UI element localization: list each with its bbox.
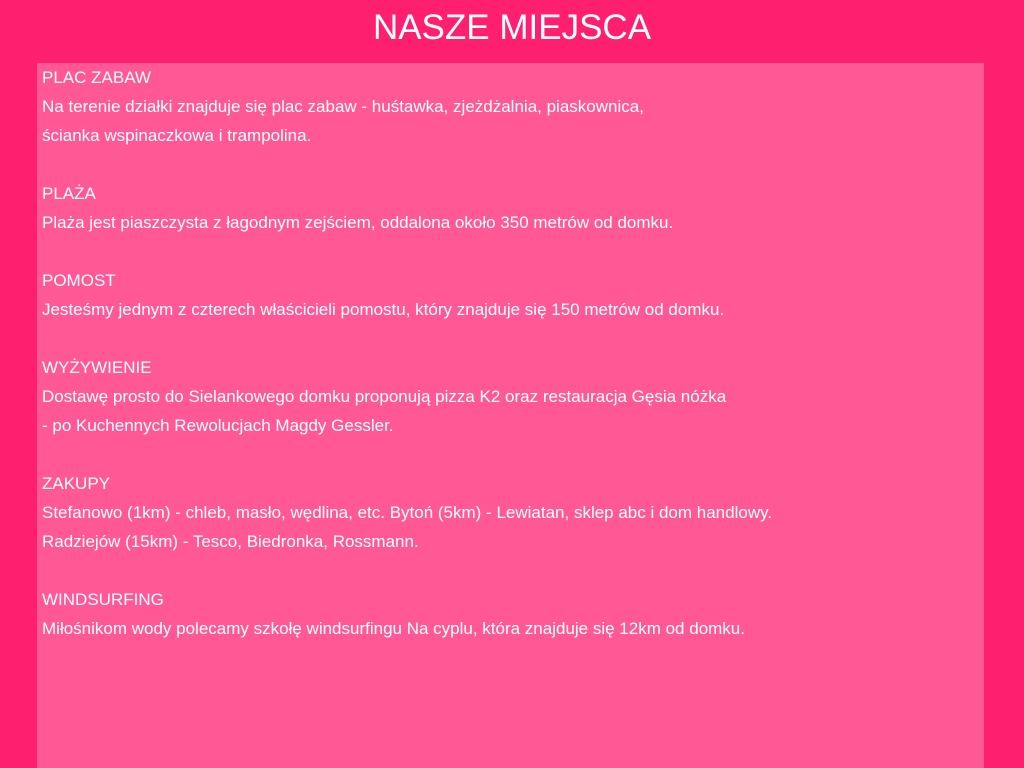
section-text-line: Jesteśmy jednym z czterech właścicieli pomostu, który znajduje się 150 metrów od domku. <box>42 300 725 319</box>
section-text-line: Stefanowo (1km) - chleb, masło, wędlina, etc. Bytoń (5km) - Lewiatan, sklep abc i dom handlowy. <box>42 503 773 522</box>
section-heading: ZAKUPY <box>42 474 111 493</box>
section-heading: PLAŻA <box>42 184 96 203</box>
section-text-line: - po Kuchennych Rewolucjach Magdy Gessler. <box>42 416 394 435</box>
section-plaza <box>42 179 984 237</box>
section-heading: WINDSURFING <box>42 590 164 609</box>
section-zakupy <box>42 469 984 556</box>
section-text-line: ścianka wspinaczkowa i trampolina. <box>42 126 312 145</box>
section-heading: WYŻYWIENIE <box>42 358 152 377</box>
section-text-line: Dostawę prosto do Sielankowego domku proponują pizza K2 oraz restauracja Gęsia nóżka <box>42 387 727 406</box>
section-heading: POMOST <box>42 271 116 290</box>
section-pomost <box>42 266 984 324</box>
section-text-line: Miłośnikom wody polecamy szkołę windsurfingu Na cyplu, która znajduje się 12km od domku. <box>42 619 745 638</box>
section-windsurfing <box>42 585 984 643</box>
section-text-line: Plaża jest piaszczysta z łagodnym zejściem, oddalona około 350 metrów od domku. <box>42 213 674 232</box>
content-text <box>37 63 984 643</box>
section-wyzywienie <box>42 353 984 440</box>
section-text-line: Radziejów (15km) - Tesco, Biedronka, Rossmann. <box>42 532 419 551</box>
section-text-line: Na terenie działki znajduje się plac zabaw - huśtawka, zjeżdżalnia, piaskownica, <box>42 97 644 116</box>
content-panel <box>37 63 984 768</box>
section-heading: PLAC ZABAW <box>42 68 151 87</box>
page-title: NASZE MIEJSCA <box>372 8 652 47</box>
section-plac-zabaw <box>42 63 984 150</box>
